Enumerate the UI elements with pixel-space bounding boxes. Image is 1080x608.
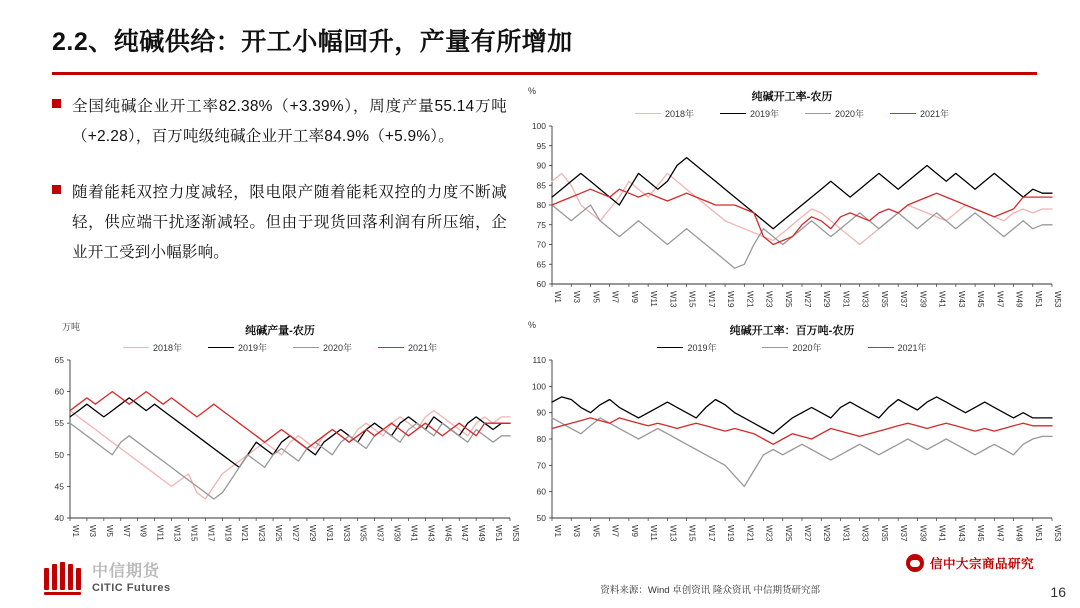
legend-label: 2019年 [687,343,717,353]
legend-label: 2018年 [152,343,182,353]
svg-text:W35: W35 [358,525,368,542]
svg-text:W19: W19 [223,525,233,542]
svg-text:W43: W43 [956,525,966,542]
svg-text:85: 85 [536,180,546,191]
svg-text:W25: W25 [274,525,284,542]
svg-text:60: 60 [536,279,546,289]
svg-text:W31: W31 [841,291,851,308]
svg-text:W51: W51 [1033,525,1043,542]
legend-label: 2018年 [664,109,694,119]
svg-text:W11: W11 [155,525,165,541]
legend-item [890,107,949,120]
svg-text:65: 65 [536,259,546,270]
svg-text:W5: W5 [104,525,114,537]
legend-item [657,341,716,354]
svg-text:W49: W49 [477,525,487,542]
svg-text:40: 40 [54,513,64,523]
svg-text:95: 95 [536,140,546,151]
legend-label: 2019年 [237,343,267,353]
svg-text:W3: W3 [572,525,582,537]
svg-text:W39: W39 [918,291,928,308]
svg-text:W1: W1 [553,525,562,537]
svg-text:W11: W11 [649,525,659,541]
svg-text:W31: W31 [324,525,334,542]
list-item [52,92,507,152]
svg-text:100: 100 [531,381,546,392]
chart-legend [522,341,1062,354]
svg-text:W17: W17 [706,291,716,308]
svg-text:W1: W1 [553,291,562,303]
page-number: 16 [1050,584,1066,600]
legend-item [805,107,864,120]
bullet-square-icon [52,99,61,108]
bullet-text: 全国纯碱企业开工率82.38%（+3.39%），周度产量55.14万吨 （+2.28），百万吨级纯碱企业开工率84.9%（+5.9%）。 [72,98,507,145]
legend-swatch-2020 [293,347,319,348]
svg-text:W37: W37 [375,525,385,542]
svg-text:90: 90 [536,160,546,171]
legend-item [208,341,267,354]
wechat-watermark [906,554,1034,572]
svg-text:W53: W53 [1053,525,1062,542]
svg-text:W33: W33 [341,525,351,542]
chart-svg [522,354,1062,564]
citic-logo-icon [44,562,84,596]
svg-text:W11: W11 [649,291,659,307]
svg-text:W47: W47 [460,525,470,542]
svg-text:W33: W33 [860,525,870,542]
svg-text:W39: W39 [392,525,402,542]
legend-item [868,341,927,354]
list-item [52,178,507,268]
svg-text:W47: W47 [995,291,1005,308]
svg-text:W27: W27 [291,525,300,542]
legend-swatch-2018 [123,347,149,348]
svg-text:W3: W3 [572,291,582,303]
legend-swatch-2021 [868,347,894,348]
legend-label: 2021年 [897,343,927,353]
page-title-text: 2.2、纯碱供给：开工小幅回升，产量有所增加 [52,28,573,56]
svg-text:W29: W29 [822,525,832,542]
svg-text:W37: W37 [899,291,909,308]
svg-text:W9: W9 [629,525,639,537]
svg-text:45: 45 [54,481,64,492]
bullet-text: 随着能耗双控力度减轻，限电限产随着能耗双控的力度不断减轻，供应端干扰逐渐减轻。但由于现货回落利润有所压缩，企业开工受到小幅影响。 [72,184,507,261]
svg-text:W15: W15 [687,525,697,542]
chart-svg [522,120,1062,330]
svg-text:W15: W15 [189,525,199,542]
bullet-list [52,92,507,294]
svg-text:W35: W35 [879,291,889,308]
svg-text:W41: W41 [937,291,947,308]
logo-text-cn: 中信期货 [92,563,161,581]
wechat-icon [906,554,924,572]
svg-text:W45: W45 [976,291,986,308]
legend-swatch-2019 [720,113,746,114]
legend-label: 2021年 [920,109,950,119]
svg-text:W49: W49 [1014,291,1024,308]
svg-text:W9: W9 [138,525,148,537]
svg-text:W19: W19 [726,291,736,308]
svg-text:W15: W15 [687,291,697,308]
svg-text:W17: W17 [706,525,716,542]
svg-text:60: 60 [536,486,546,497]
svg-text:W45: W45 [976,525,986,542]
svg-text:65: 65 [54,355,64,365]
svg-text:W29: W29 [822,291,832,308]
svg-text:80: 80 [536,200,546,210]
legend-item [378,341,437,354]
svg-text:70: 70 [536,239,546,250]
svg-text:75: 75 [536,219,546,230]
legend-swatch-2021 [378,347,404,348]
chart-plot-area [522,120,1062,330]
svg-text:W23: W23 [764,291,774,308]
chart-y-unit: % [528,86,537,96]
chart-legend [40,341,520,354]
svg-text:W53: W53 [511,525,520,542]
svg-text:W47: W47 [995,525,1005,542]
svg-text:W43: W43 [426,525,436,542]
svg-text:W21: W21 [745,525,755,542]
svg-text:W37: W37 [899,525,909,542]
svg-text:W31: W31 [841,525,851,542]
chart-title: 纯碱开工率-农历 [751,91,833,103]
svg-text:W39: W39 [918,525,928,542]
svg-text:W17: W17 [206,525,216,542]
chart-title: 纯碱开工率：百万吨-农历 [729,325,855,337]
svg-text:W27: W27 [803,525,812,542]
svg-text:90: 90 [536,407,546,418]
svg-text:W7: W7 [121,525,131,537]
svg-text:80: 80 [536,434,546,444]
svg-text:W3: W3 [87,525,97,537]
svg-text:W41: W41 [937,525,947,542]
title-divider [52,72,1037,75]
svg-text:W29: W29 [307,525,317,542]
svg-text:W33: W33 [860,291,870,308]
svg-text:100: 100 [531,121,546,131]
brand-logo [44,562,171,596]
chart-title: 纯碱产量-农历 [245,325,315,337]
svg-text:W41: W41 [409,525,419,542]
wechat-label: 信中大宗商品研究 [929,557,1034,571]
legend-label: 2019年 [749,109,779,119]
svg-text:70: 70 [536,460,546,471]
svg-text:50: 50 [536,513,546,523]
legend-swatch-2020 [762,347,788,348]
source-note: 资料来源：Wind 卓创资讯 隆众资讯 中信期货研究部 [600,585,820,596]
svg-text:W21: W21 [745,291,755,308]
svg-text:W51: W51 [1033,291,1043,308]
svg-text:W51: W51 [494,525,504,542]
chart-y-unit: % [528,320,537,330]
svg-text:110: 110 [532,355,546,365]
svg-text:W7: W7 [610,525,620,537]
legend-item [762,341,821,354]
svg-text:W45: W45 [443,525,453,542]
legend-item [123,341,182,354]
chart-y-unit: 万吨 [62,322,81,332]
svg-text:W1: W1 [71,525,80,537]
svg-text:W5: W5 [591,291,601,303]
svg-text:60: 60 [54,386,64,397]
legend-swatch-2019 [208,347,234,348]
legend-label: 2020年 [835,109,865,119]
svg-text:W19: W19 [726,525,736,542]
chart-svg [40,354,520,564]
legend-swatch-2021 [890,113,916,114]
svg-text:W25: W25 [783,525,793,542]
page-title [52,22,1037,58]
logo-text-en: CITIC Futures [92,581,171,594]
svg-text:W43: W43 [956,291,966,308]
svg-text:W13: W13 [172,525,182,542]
svg-text:W53: W53 [1053,291,1062,308]
legend-swatch-2019 [657,347,683,348]
legend-item [293,341,352,354]
chart-plot-area [40,354,520,564]
svg-text:W9: W9 [629,291,639,303]
svg-text:W5: W5 [591,525,601,537]
svg-text:W7: W7 [610,291,620,303]
legend-item [635,107,694,120]
svg-text:W49: W49 [1014,525,1024,542]
svg-text:W21: W21 [240,525,250,542]
svg-text:W13: W13 [668,291,678,308]
svg-text:W13: W13 [668,525,678,542]
bullet-square-icon [52,185,61,194]
svg-text:50: 50 [54,449,64,460]
legend-swatch-2020 [805,113,831,114]
chart-legend [522,107,1062,120]
svg-text:W27: W27 [803,291,812,308]
legend-label: 2021年 [408,343,438,353]
chart-operating-rate-lunar [522,88,1062,330]
legend-swatch-2018 [635,113,661,114]
svg-text:W23: W23 [257,525,267,542]
legend-item [720,107,779,120]
chart-output-lunar [40,322,520,564]
legend-label: 2020年 [323,343,353,353]
legend-label: 2020年 [792,343,822,353]
svg-text:W23: W23 [764,525,774,542]
svg-text:W25: W25 [783,291,793,308]
svg-text:W35: W35 [879,525,889,542]
chart-operating-rate-million-ton [522,322,1062,564]
svg-text:55: 55 [54,418,64,429]
chart-plot-area [522,354,1062,564]
